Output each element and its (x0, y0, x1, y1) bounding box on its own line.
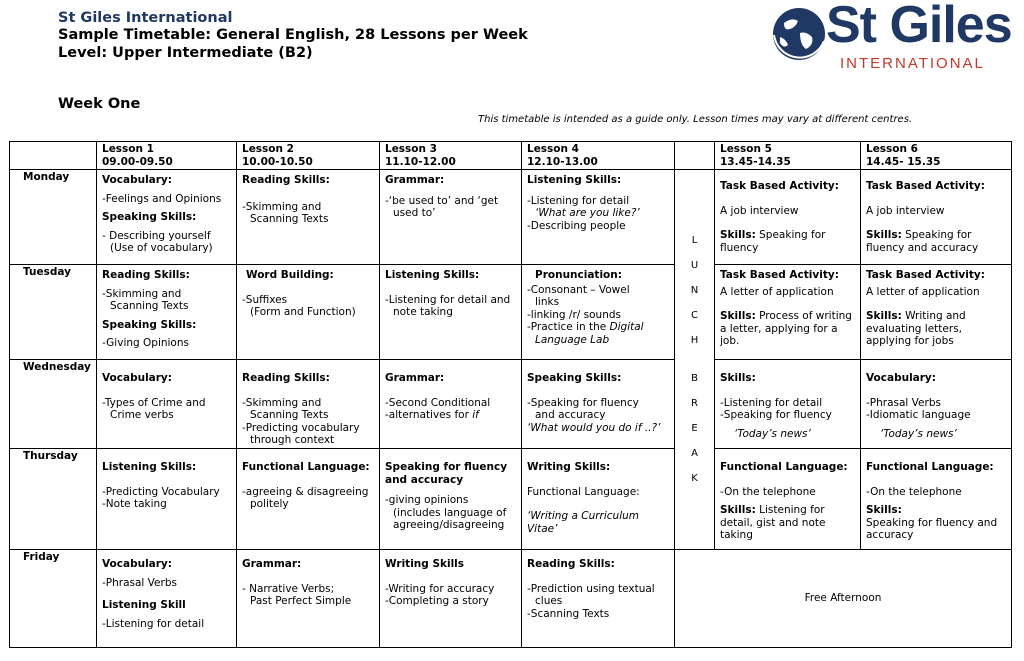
timetable-title: Sample Timetable: General English, 28 Lessons per Week (58, 27, 528, 43)
lesson-cell: Functional Language: -On the telephone Skills: Speaking for fluency and accuracy (861, 449, 1012, 550)
day-label: Wednesday (10, 360, 97, 449)
lesson-1-header: Lesson 1 09.00-09.50 (97, 142, 237, 170)
lesson-cell: Reading Skills: -Skimming and Scanning Texts -Predicting vocabulary through context (237, 360, 380, 449)
lesson-2-header: Lesson 2 10.00-10.50 (237, 142, 380, 170)
lesson-cell: Vocabulary: -Phrasal Verbs Listening Skill -Listening for detail (97, 550, 237, 648)
lesson-6-header: Lesson 6 14.45- 15.35 (861, 142, 1012, 170)
lesson-cell: Vocabulary: -Feelings and Opinions Speaking Skills: - Describing yourself (Use of vocabulary) (97, 170, 237, 265)
lesson-3-header: Lesson 3 11.10-12.00 (380, 142, 522, 170)
day-label: Thursday (10, 449, 97, 550)
lesson-cell: Speaking for fluency and accuracy -giving opinions (includes language of agreeing/disagreeing (380, 449, 522, 550)
globe-icon (770, 5, 828, 63)
lesson-cell: Task Based Activity: A letter of application Skills: Writing and evaluating letters, applying for jobs (861, 265, 1012, 360)
lesson-cell: Vocabulary: -Phrasal Verbs -Idiomatic language ‘Today’s news’ (861, 360, 1012, 449)
guide-note: This timetable is intended as a guide only. Lesson times may vary at different centres. (478, 114, 913, 125)
lesson-cell: Word Building: -Suffixes (Form and Function) (237, 265, 380, 360)
lesson-header-row (10, 142, 1012, 170)
org-name: St Giles International (58, 10, 233, 26)
friday-row (10, 550, 1012, 648)
lesson-cell: Reading Skills: -Skimming and Scanning Texts (237, 170, 380, 265)
lesson-cell: Speaking Skills: -Speaking for fluency and accuracy ‘What would you do if ..?’ (522, 360, 675, 449)
lesson-cell: Task Based Activity: A letter of application Skills: Process of writing a letter, applying for a job. (715, 265, 861, 360)
timetable (9, 141, 1012, 648)
lesson-cell: Grammar: - Narrative Verbs; Past Perfect Simple (237, 550, 380, 648)
lesson-cell: Functional Language: -On the telephone Skills: Listening for detail, gist and note taking (715, 449, 861, 550)
lesson-cell: Reading Skills: -Prediction using textual clues -Scanning Texts (522, 550, 675, 648)
day-label: Friday (10, 550, 97, 648)
free-afternoon: Free Afternoon (675, 550, 1012, 648)
lesson-cell: Skills: -Listening for detail -Speaking for fluency ‘Today’s news’ (715, 360, 861, 449)
logo-wordmark: St Giles (826, 0, 1012, 54)
document-header (58, 10, 528, 62)
day-label: Tuesday (10, 265, 97, 360)
lunch-header (675, 142, 715, 170)
lesson-cell: Writing Skills -Writing for accuracy -Completing a story (380, 550, 522, 648)
lesson-cell: Grammar: -‘be used to’ and ‘get used to’ (380, 170, 522, 265)
logo-subtitle: INTERNATIONAL (840, 55, 985, 72)
lunch-break-column: L U N C H B R E A K (675, 170, 715, 550)
level-label: Level: Upper Intermediate (B2) (58, 45, 313, 61)
lesson-cell: Listening Skills: -Predicting Vocabulary -Note taking (97, 449, 237, 550)
tuesday-row (10, 265, 1012, 360)
lesson-cell: Reading Skills: -Skimming and Scanning Texts Speaking Skills: -Giving Opinions (97, 265, 237, 360)
week-heading: Week One (58, 96, 141, 112)
lesson-cell: Listening Skills: -Listening for detail ‘What are you like?’ -Describing people (522, 170, 675, 265)
st-giles-logo (770, 0, 1015, 73)
monday-row (10, 170, 1012, 265)
lesson-5-header: Lesson 5 13.45-14.35 (715, 142, 861, 170)
lesson-cell: Functional Language: -agreeing & disagreeing politely (237, 449, 380, 550)
corner-cell (10, 142, 97, 170)
lesson-cell: Writing Skills: Functional Language: ‘Writing a Curriculum Vitae’ (522, 449, 675, 550)
wednesday-row (10, 360, 1012, 449)
lesson-cell: Vocabulary: -Types of Crime and Crime verbs (97, 360, 237, 449)
lesson-cell: Listening Skills: -Listening for detail and note taking (380, 265, 522, 360)
day-label: Monday (10, 170, 97, 265)
lesson-4-header: Lesson 4 12.10-13.00 (522, 142, 675, 170)
lesson-cell: Task Based Activity: A job interview Skills: Speaking for fluency (715, 170, 861, 265)
thursday-row (10, 449, 1012, 550)
lesson-cell: Pronunciation: -Consonant – Vowel links -linking /r/ sounds -Practice in the Digital Language Lab (522, 265, 675, 360)
lesson-cell: Task Based Activity: A job interview Skills: Speaking for fluency and accuracy (861, 170, 1012, 265)
lesson-cell: Grammar: -Second Conditional -alternatives for if (380, 360, 522, 449)
